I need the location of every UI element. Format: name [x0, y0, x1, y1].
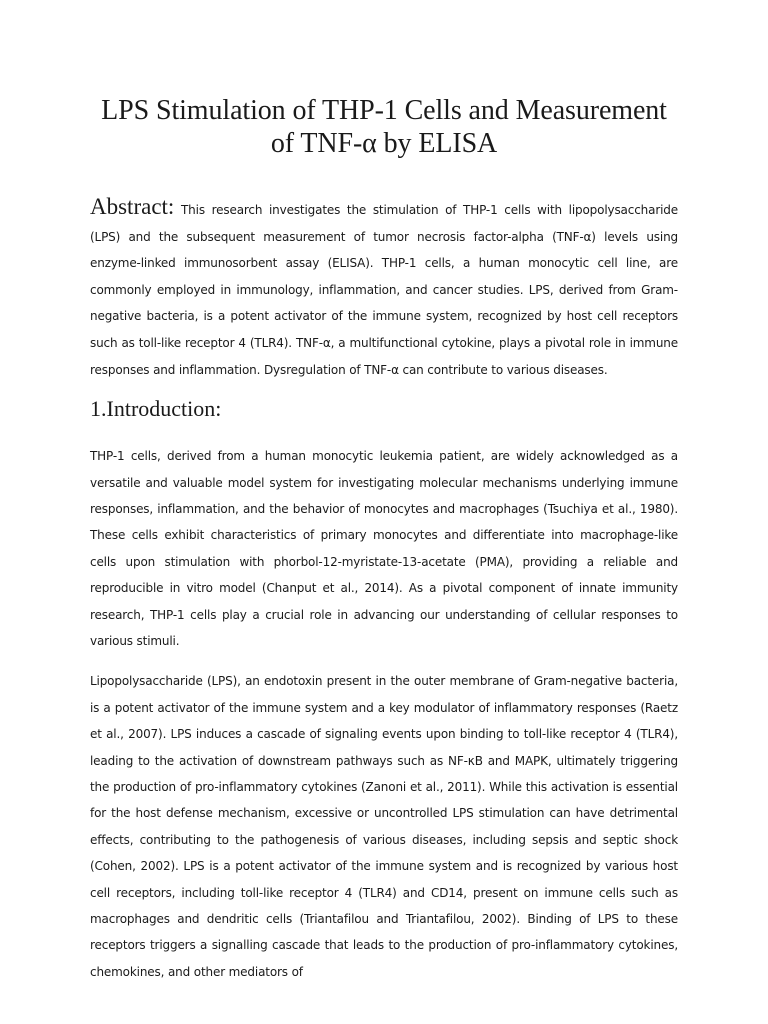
- document-page: [90, 0, 678, 985]
- abstract-paragraph: [90, 194, 678, 383]
- introduction-heading: 1.Introduction:: [90, 396, 222, 422]
- introduction-paragraph-1: THP-1 cells, derived from a human monocytic leukemia patient, are widely acknowledged as a versatile and valuable model system for investigating molecular mechanisms underlying immune responses, inflammation, and the behavior of monocytes and macrophages (Tsuchiya et al., 1980). These cells exhibit characteristics of primary monocytes and differentiate into macrophage-like cells upon stimulation with phorbol-12-myristate-13-acetate (PMA), providing a reliable and reproducible in vitro model (Chanput et al., 2014). As a pivotal component of innate immunity research, THP-1 cells play a crucial role in advancing our understanding of cellular responses to various stimuli.: [90, 449, 678, 648]
- abstract-label: Abstract:: [90, 194, 175, 219]
- introduction-paragraph-2: Lipopolysaccharide (LPS), an endotoxin present in the outer membrane of Gram-negative bacteria, is a potent activator of the immune system and a key modulator of inflammatory responses (Raetz et al., 2007). LPS induces a cascade of signaling events upon binding to toll-like receptor 4 (TLR4), leading to the activation of downstream pathways such as NF-κB and MAPK, ultimately triggering the production of pro-inflammatory cytokines (Zanoni et al., 2011). While this activation is essential for the host defense mechanism, excessive or uncontrolled LPS stimulation can have detrimental effects, contributing to the pathogenesis of various diseases, including sepsis and septic shock (Cohen, 2002). LPS is a potent activator of the immune system and is recognized by various host cell receptors, including toll-like receptor 4 (TLR4) and CD14, present on immune cells such as macrophages and dendritic cells (Triantafilou and Triantafilou, 2002). Binding of LPS to these receptors triggers a signalling cascade that leads to the production of pro-inflammatory cytokines, chemokines, and other mediators of: [90, 674, 678, 979]
- abstract-text: This research investigates the stimulation of THP-1 cells with lipopolysaccharide (LPS) and the subsequent measurement of tumor necrosis factor-alpha (TNF-α) levels using enzyme-linked immunosorbent assay (ELISA). THP-1 cells, a human monocytic cell line, are commonly employed in immunology, inflammation, and cancer studies. LPS, derived from Gram-negative bacteria, is a potent activator of the immune system, recognized by host cell receptors such as toll-like receptor 4 (TLR4). TNF-α, a multifunctional cytokine, plays a pivotal role in immune responses and inflammation. Dysregulation of TNF-α can contribute to various diseases.: [90, 203, 678, 377]
- document-title: LPS Stimulation of THP-1 Cells and Measurement of TNF-α by ELISA: [101, 95, 667, 159]
